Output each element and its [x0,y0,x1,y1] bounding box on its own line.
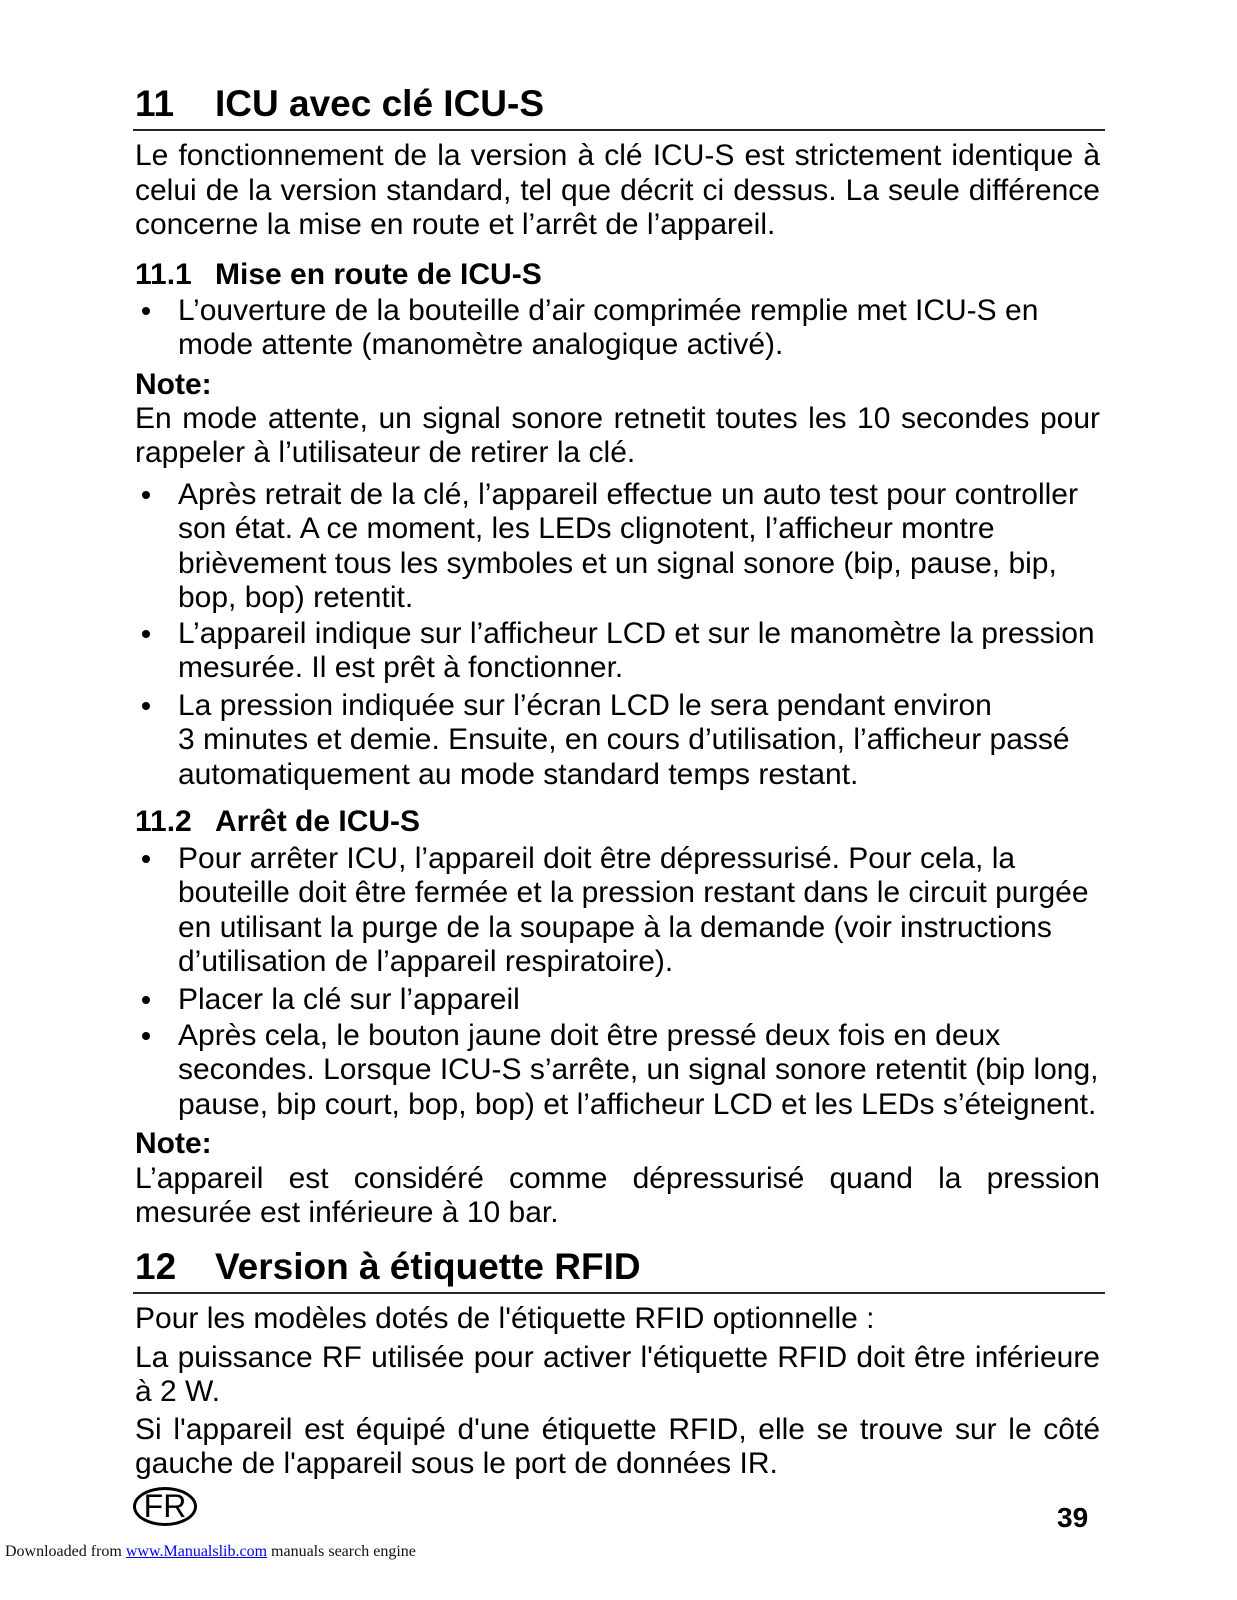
language-badge [133,1487,197,1526]
paragraph-line: Pour les modèles dotés de l'étiquette RFID optionnelle : [135,1301,875,1335]
heading-divider [133,129,1105,131]
language-badge-label: FR [143,1488,187,1524]
bullet-text [178,617,1100,686]
bullet-line: Pour arrêter ICU, l’appareil doit être dépressurisé. Pour cela, la [178,841,1016,875]
paragraph-line: gauche de l'appareil sous le port de données IR. [135,1447,778,1480]
bullet-item [135,983,1100,1018]
bullet-line: son état. A ce moment, les LEDs clignotent, l’afficheur montre [178,512,995,545]
paragraph [135,1302,1100,1337]
note-line: L’appareil est considéré comme dépressurisé quand la pression [135,1161,1100,1195]
section-number: 11 [135,83,175,124]
subsection-number: 11.1 [135,257,192,291]
subsection-title: Mise en route de ICU-S [215,257,542,291]
heading-divider [133,1292,1105,1294]
paragraph-line: concerne la mise en route et l’arrêt de l’appareil. [135,208,776,241]
note-label: Note: [135,367,212,401]
bullet-text [178,1019,1100,1123]
note-text [135,1162,1100,1231]
bullet-item [135,617,1100,686]
subsection-heading [135,258,1100,293]
bullet-text [178,478,1100,616]
bullet-line: bouteille doit être fermée et la pression restant dans le circuit purgée [178,876,1089,909]
bullet-text [178,983,1100,1018]
note-line: mesurée est inférieure à 10 bar. [135,1196,559,1229]
bullet-line: Après cela, le bouton jaune doit être pressé deux fois en deux [178,1018,1001,1052]
note-line: En mode attente, un signal sonore retnetit toutes les 10 secondes pour [135,401,1100,435]
bullet-line: L’appareil indique sur l’afficheur LCD et sur le manomètre la pression [178,616,1095,650]
paragraph-line: La puissance RF utilisée pour activer l'étiquette RFID doit être inférieure [135,1340,1100,1374]
bullet-item [135,478,1100,616]
bullet-line: 3 minutes et demie. Ensuite, en cours d’utilisation, l’afficheur passé [178,723,1070,756]
bullet-text [178,842,1100,980]
bullet-text [178,689,1100,793]
paragraph-line: celui de la version standard, tel que décrit ci dessus. La seule différence [135,173,1100,207]
subsection-heading [135,805,1100,840]
subsection-title: Arrêt de ICU-S [215,804,421,838]
paragraph-line: à 2 W. [135,1375,221,1408]
bullet-line: pause, bip court, bop, bop) et l’afficheur LCD et les LEDs s’éteignent. [178,1087,1097,1121]
paragraph [135,1341,1100,1410]
bullet-line: en utilisant la purge de la soupape à la demande (voir instructions [178,910,1052,944]
paragraph [135,1413,1100,1482]
bullet-line: bop, bop) retentit. [178,581,414,614]
bullet-item [135,294,1100,363]
footer-credit [5,1543,416,1561]
page-number: 39 [1057,1502,1089,1533]
subsection-number: 11.2 [135,804,192,838]
note-text [135,402,1100,471]
paragraph-line: Le fonctionnement de la version à clé ICU-S est strictement identique à [135,139,1100,172]
bullet-item [135,1019,1100,1123]
paragraph-line: Si l'appareil est équipé d'une étiquette RFID, elle se trouve sur le côté [135,1412,1100,1446]
bullet-item [135,842,1100,980]
bullet-line: automatiquement au mode standard temps restant. [178,757,859,791]
bullet-icon [142,1032,150,1040]
footer-suffix: manuals search engine [271,1543,416,1560]
note-line: rappeler à l’utilisateur de retirer la clé. [135,436,636,469]
bullet-line: L’ouverture de la bouteille d’air comprimée remplie met ICU-S en [178,293,1039,327]
footer-prefix: Downloaded from [5,1543,122,1560]
section-heading [135,83,1100,125]
bullet-icon [142,491,150,499]
section-heading [135,1246,1100,1288]
bullet-line: La pression indiquée sur l’écran LCD le sera pendant environ [178,688,992,722]
bullet-line: brièvement tous les symboles et un signal sonore (bip, pause, bip, [178,546,1057,580]
bullet-text [178,294,1100,363]
intro-paragraph [135,139,1100,243]
bullet-icon [142,307,150,315]
bullet-icon [142,702,150,710]
bullet-line: d’utilisation de l’appareil respiratoire). [178,945,674,978]
bullet-line: Après retrait de la clé, l’appareil effectue un auto test pour controller [178,477,1078,511]
bullet-icon [142,996,150,1004]
note-label: Note: [135,1126,212,1160]
bullet-icon [142,630,150,638]
section-number: 12 [135,1246,177,1287]
section-title: Version à étiquette RFID [215,1246,641,1287]
bullet-line: mode attente (manomètre analogique activé). [178,328,784,361]
bullet-line: mesurée. Il est prêt à fonctionner. [178,651,624,684]
bullet-line: secondes. Lorsque ICU-S s’arrête, un signal sonore retentit (bip long, [178,1053,1099,1086]
bullet-line: Placer la clé sur l’appareil [178,982,520,1016]
manualslib-link[interactable]: www.Manualslib.com [125,1543,268,1560]
bullet-item [135,689,1100,793]
section-title: ICU avec clé ICU-S [215,83,545,124]
bullet-icon [142,855,150,863]
